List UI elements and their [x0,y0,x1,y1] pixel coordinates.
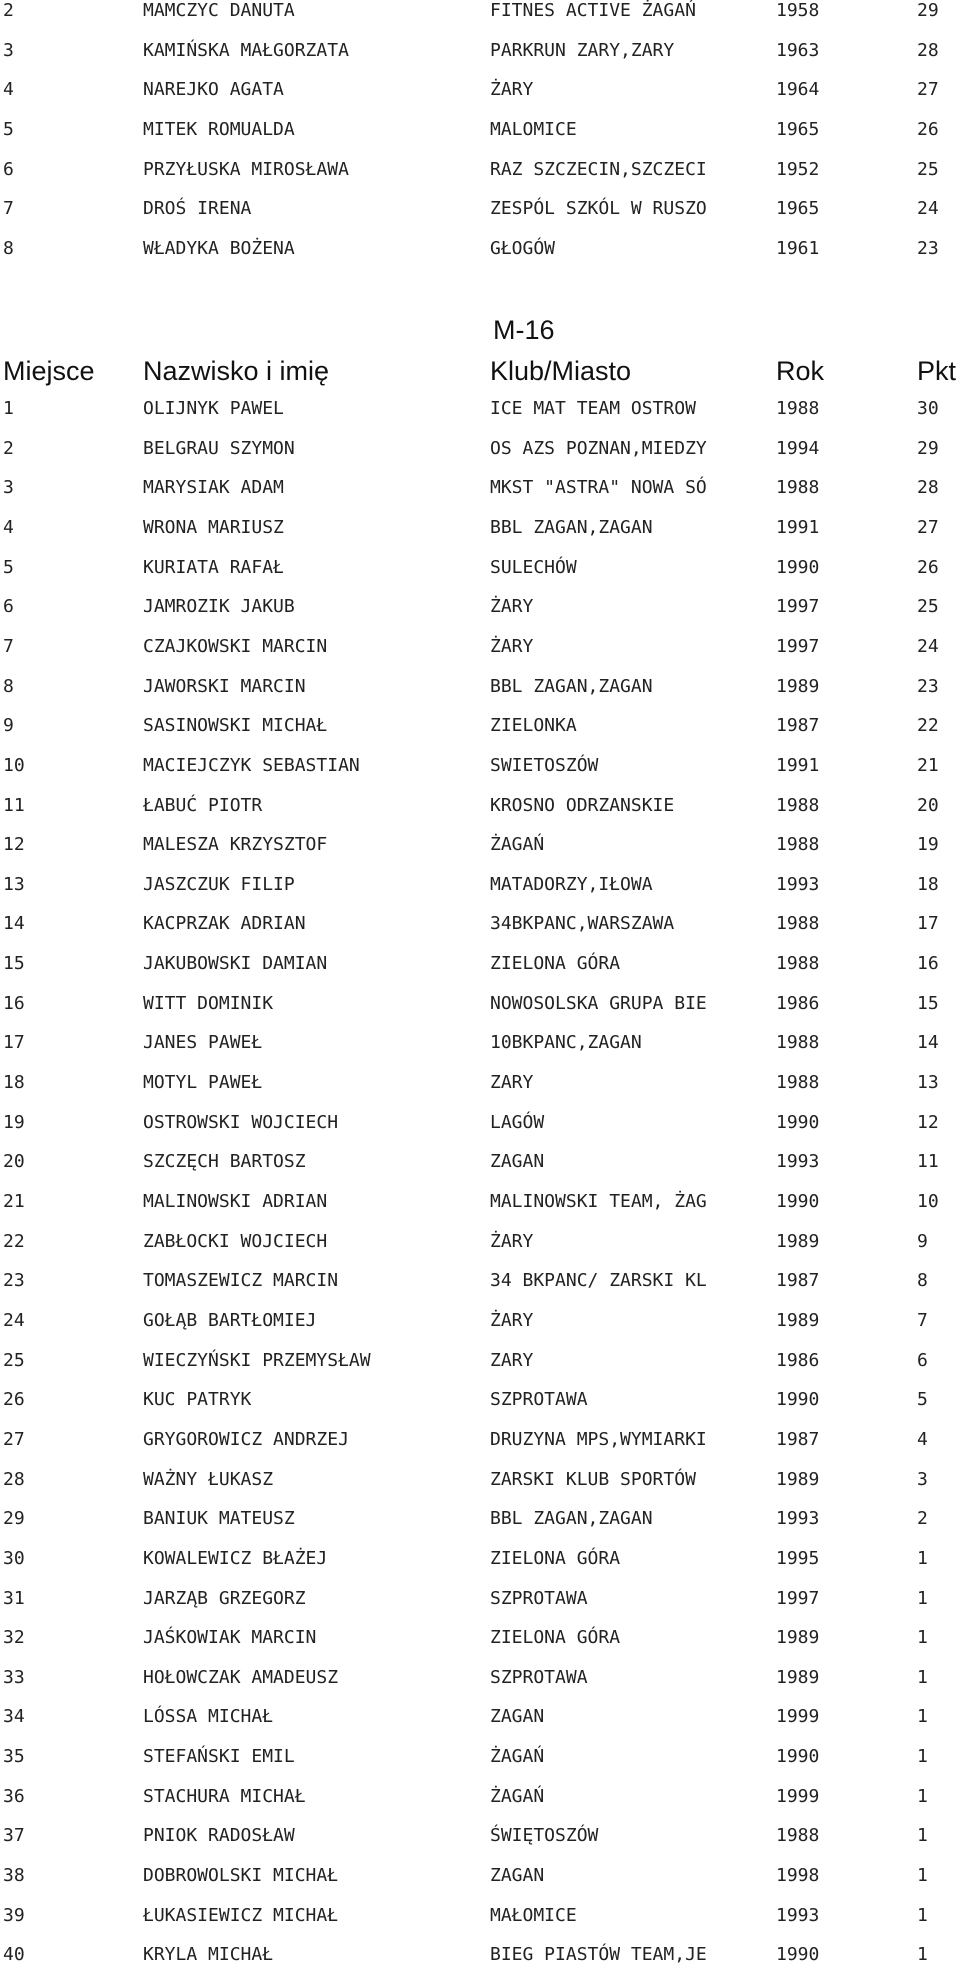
result-place: 8 [3,675,14,697]
result-points: 7 [917,1309,928,1331]
result-place: 20 [3,1151,25,1173]
result-row [0,706,960,746]
result-row [0,548,960,588]
result-row [0,110,960,150]
result-place: 28 [3,1468,25,1490]
result-points: 25 [917,596,939,618]
result-name: ZABŁOCKI WOJCIECH [143,1230,328,1252]
result-name: BANIUK MATEUSZ [143,1508,295,1530]
result-points: 21 [917,754,939,776]
result-points: 1 [917,1666,928,1688]
result-points: 10 [917,1191,939,1212]
result-points: 30 [917,398,939,419]
result-year: 1989 [776,1666,820,1688]
result-year: 1988 [776,913,820,935]
result-place: 2 [3,0,14,21]
result-name: KACPRZAK ADRIAN [143,913,306,935]
result-place: 33 [3,1666,25,1688]
result-year: 1990 [776,1191,820,1212]
result-club: MALINOWSKI TEAM, ŻAG [490,1191,707,1212]
result-points: 26 [917,118,939,140]
result-club: ZAGAN [490,1706,545,1728]
result-name: LÓSSA MICHAŁ [143,1706,274,1728]
result-name: KURIATA RAFAŁ [143,556,284,578]
result-name: MARYSIAK ADAM [143,477,284,499]
result-year: 1993 [776,873,820,895]
result-year: 1988 [776,1825,820,1847]
header-place: Miejsce [3,356,95,386]
result-club: MAŁOMICE [490,1904,577,1926]
header-name: Nazwisko i imię [143,356,330,386]
result-year: 1989 [776,1230,820,1252]
result-club: ŻARY [490,1230,534,1252]
result-points: 1 [917,1825,928,1847]
result-club: BBL ZAGAN,ZAGAN [490,1508,653,1530]
result-row [0,1261,960,1301]
result-name: KRYLA MICHAŁ [143,1944,274,1966]
header-points: Pkt [917,356,957,386]
result-name: NAREJKO AGATA [143,79,284,101]
result-year: 1965 [776,198,820,220]
result-name: WAŻNY ŁUKASZ [143,1468,274,1490]
result-place: 24 [3,1309,25,1331]
result-year: 1987 [776,1270,820,1292]
result-row [0,0,960,31]
result-place: 10 [3,754,25,776]
result-place: 35 [3,1746,25,1768]
result-year: 1986 [776,992,820,1014]
result-name: BELGRAU SZYMON [143,437,295,459]
result-name: SZCZĘCH BARTOSZ [143,1151,306,1173]
result-place: 5 [3,118,14,140]
result-points: 23 [917,237,939,259]
result-year: 1991 [776,516,820,538]
result-year: 1988 [776,794,820,816]
result-name: ŁUKASIEWICZ MICHAŁ [143,1904,339,1926]
result-name: GOŁĄB BARTŁOMIEJ [143,1309,317,1331]
result-row [0,1658,960,1698]
result-club: ŻAGAŃ [490,1746,545,1768]
result-year: 1990 [776,1389,820,1411]
result-row [0,1777,960,1817]
result-points: 1 [917,1865,928,1887]
result-place: 17 [3,1032,25,1054]
result-row [0,468,960,508]
result-name: GRYGOROWICZ ANDRZEJ [143,1428,349,1450]
result-name: PRZYŁUSKA MIROSŁAWA [143,158,349,180]
result-year: 1988 [776,834,820,856]
result-place: 18 [3,1072,25,1094]
result-name: WRONA MARIUSZ [143,516,284,538]
result-year: 1958 [776,0,820,21]
result-place: 6 [3,158,14,180]
result-year: 1993 [776,1508,820,1530]
result-points: 29 [917,437,939,459]
result-club: ZIELONA GÓRA [490,953,621,975]
result-club: 34 BKPANC/ ZARSKI KL [490,1270,707,1292]
result-name: OLIJNYK PAWEL [143,398,284,419]
result-row [0,1222,960,1262]
result-club: ŻARY [490,79,534,101]
result-row [0,70,960,110]
result-club: ŻARY [490,635,534,657]
result-place: 12 [3,834,25,856]
result-name: DROŚ IRENA [143,198,252,220]
result-club: SWIETOSZÓW [490,754,599,776]
result-row [0,1856,960,1896]
result-row [0,984,960,1024]
result-points: 11 [917,1151,939,1173]
result-name: MACIEJCZYK SEBASTIAN [143,754,360,776]
result-club: ŚWIĘTOSZÓW [490,1825,599,1847]
result-name: HOŁOWCZAK AMADEUSZ [143,1666,339,1688]
result-row [0,1341,960,1381]
result-club: ZAGAN [490,1151,545,1173]
result-place: 7 [3,198,14,220]
result-year: 1997 [776,596,820,618]
result-year: 1989 [776,1468,820,1490]
result-points: 28 [917,39,939,61]
result-row [0,189,960,229]
result-place: 34 [3,1706,25,1728]
result-name: TOMASZEWICZ MARCIN [143,1270,339,1292]
result-row [0,150,960,190]
result-points: 2 [917,1508,928,1530]
result-points: 18 [917,873,939,895]
result-name: PNIOK RADOSŁAW [143,1825,295,1847]
result-row [0,1579,960,1619]
result-name: JAWORSKI MARCIN [143,675,306,697]
result-row [0,1023,960,1063]
result-year: 1997 [776,635,820,657]
result-row [0,865,960,905]
result-row [0,1737,960,1777]
result-row [0,667,960,707]
result-club: BIEG PIASTÓW TEAM,JE [490,1944,707,1966]
result-club: GŁOGÓW [490,237,556,259]
result-row [0,229,960,269]
result-row [0,904,960,944]
result-club: ZIELONKA [490,715,577,737]
result-row [0,944,960,984]
result-name: SASINOWSKI MICHAŁ [143,715,328,737]
result-club: BBL ZAGAN,ZAGAN [490,516,653,538]
result-place: 37 [3,1825,25,1847]
result-place: 3 [3,39,14,61]
result-club: BBL ZAGAN,ZAGAN [490,675,653,697]
result-place: 3 [3,477,14,499]
result-row [0,1182,960,1222]
result-place: 36 [3,1785,25,1807]
result-year: 1965 [776,118,820,140]
result-club: ZIELONA GÓRA [490,1627,621,1649]
result-place: 23 [3,1270,25,1292]
result-points: 9 [917,1230,928,1252]
result-points: 1 [917,1587,928,1609]
result-year: 1961 [776,237,820,259]
result-year: 1999 [776,1706,820,1728]
result-points: 24 [917,198,939,220]
result-points: 23 [917,675,939,697]
result-row [0,825,960,865]
result-year: 1990 [776,1746,820,1768]
result-points: 13 [917,1072,939,1094]
result-year: 1993 [776,1904,820,1926]
result-year: 1988 [776,398,820,419]
result-year: 1986 [776,1349,820,1371]
result-club: ZAGAN [490,1865,545,1887]
result-name: MALESZA KRZYSZTOF [143,834,328,856]
result-club: SZPROTAWA [490,1587,588,1609]
result-row [0,1896,960,1936]
header-club: Klub/Miasto [490,356,632,386]
result-place: 29 [3,1508,25,1530]
result-club: SULECHÓW [490,556,577,578]
result-points: 29 [917,0,939,21]
result-name: KAMIŃSKA MAŁGORZATA [143,39,349,61]
result-points: 6 [917,1349,928,1371]
result-year: 1988 [776,1072,820,1094]
result-place: 31 [3,1587,25,1609]
result-club: FITNES ACTIVE ŻAGAŃ [490,0,696,21]
result-place: 27 [3,1428,25,1450]
result-year: 1989 [776,1309,820,1331]
result-points: 27 [917,516,939,538]
result-points: 28 [917,477,939,499]
result-name: JAKUBOWSKI DAMIAN [143,953,328,975]
results-table-header [0,351,960,391]
result-club: SZPROTAWA [490,1389,588,1411]
result-row [0,508,960,548]
result-name: CZAJKOWSKI MARCIN [143,635,328,657]
result-points: 1 [917,1785,928,1807]
result-name: JANES PAWEŁ [143,1032,263,1054]
result-place: 25 [3,1349,25,1371]
result-points: 5 [917,1389,928,1411]
result-row [0,31,960,71]
result-points: 26 [917,556,939,578]
result-name: KOWALEWICZ BŁAŻEJ [143,1547,328,1569]
result-row [0,1380,960,1420]
result-year: 1990 [776,1944,820,1966]
result-place: 15 [3,953,25,975]
result-points: 1 [917,1706,928,1728]
result-name: ŁABUĆ PIOTR [143,794,263,816]
result-year: 1990 [776,1111,820,1133]
result-name: MOTYL PAWEŁ [143,1072,263,1094]
result-name: STACHURA MICHAŁ [143,1785,306,1807]
result-place: 8 [3,237,14,259]
result-row [0,1618,960,1658]
result-row [0,1301,960,1341]
header-year: Rok [776,356,825,386]
result-year: 1989 [776,675,820,697]
result-club: ŻAGAŃ [490,834,545,856]
result-place: 4 [3,79,14,101]
result-year: 1999 [776,1785,820,1807]
result-points: 16 [917,953,939,975]
result-name: JASZCZUK FILIP [143,873,295,895]
result-row [0,1460,960,1500]
result-year: 1987 [776,1428,820,1450]
result-place: 19 [3,1111,25,1133]
result-name: JAMROZIK JAKUB [143,596,295,618]
result-club: MALOMICE [490,118,577,140]
result-points: 1 [917,1904,928,1926]
result-row [0,1420,960,1460]
result-place: 38 [3,1865,25,1887]
category-title: M-16 [493,315,555,345]
result-row [0,1697,960,1737]
result-name: STEFAŃSKI EMIL [143,1746,295,1768]
result-club: DRUZYNA MPS,WYMIARKI [490,1428,707,1450]
result-place: 4 [3,516,14,538]
result-row [0,429,960,469]
result-club: KROSNO ODRZANSKIE [490,794,675,816]
result-row [0,786,960,826]
result-club: MATADORZY,IŁOWA [490,873,653,895]
result-place: 6 [3,596,14,618]
result-year: 1994 [776,437,820,459]
result-place: 5 [3,556,14,578]
result-place: 7 [3,635,14,657]
result-points: 1 [917,1746,928,1768]
result-place: 16 [3,992,25,1014]
result-year: 1995 [776,1547,820,1569]
result-club: ZESPÓL SZKÓL W RUSZO [490,198,707,220]
result-points: 27 [917,79,939,101]
result-club: MKST "ASTRA" NOWA SÓ [490,477,707,499]
result-points: 19 [917,834,939,856]
result-name: KUC PATRYK [143,1389,252,1411]
result-year: 1988 [776,1032,820,1054]
result-year: 1997 [776,1587,820,1609]
result-year: 1987 [776,715,820,737]
result-points: 22 [917,715,939,737]
result-points: 1 [917,1944,928,1966]
result-year: 1988 [776,477,820,499]
result-place: 39 [3,1904,25,1926]
result-row [0,1063,960,1103]
result-year: 1988 [776,953,820,975]
result-name: WŁADYKA BOŻENA [143,237,295,259]
result-year: 1990 [776,556,820,578]
result-row [0,587,960,627]
result-year: 1989 [776,1627,820,1649]
result-name: MAMCZYC DANUTA [143,0,295,21]
result-place: 26 [3,1389,25,1411]
result-place: 30 [3,1547,25,1569]
result-row [0,746,960,786]
result-row [0,1935,960,1975]
result-club: ZARSKI KLUB SPORTÓW [490,1468,696,1490]
result-points: 14 [917,1032,939,1054]
result-row [0,1816,960,1856]
result-name: JARZĄB GRZEGORZ [143,1587,306,1609]
result-place: 14 [3,913,25,935]
result-row [0,1103,960,1143]
result-year: 1952 [776,158,820,180]
result-club: ŻAGAŃ [490,1785,545,1807]
result-place: 32 [3,1627,25,1649]
result-club: OS AZS POZNAN,MIEDZY [490,437,707,459]
result-club: ZARY [490,1349,534,1371]
result-club: ZIELONA GÓRA [490,1547,621,1569]
result-place: 13 [3,873,25,895]
result-row [0,389,960,429]
result-points: 17 [917,913,939,935]
result-points: 4 [917,1428,928,1450]
result-points: 1 [917,1547,928,1569]
result-points: 24 [917,635,939,657]
result-place: 40 [3,1944,25,1966]
result-club: PARKRUN ZARY,ZARY [490,39,675,61]
result-year: 1998 [776,1865,820,1887]
result-year: 1991 [776,754,820,776]
result-points: 15 [917,992,939,1014]
result-row [0,627,960,667]
result-place: 11 [3,794,25,816]
result-row [0,1142,960,1182]
result-club: ZARY [490,1072,534,1094]
result-name: JAŚKOWIAK MARCIN [143,1627,317,1649]
result-year: 1964 [776,79,820,101]
result-points: 3 [917,1468,928,1490]
result-points: 20 [917,794,939,816]
result-name: WIECZYŃSKI PRZEMYSŁAW [143,1349,371,1371]
result-name: OSTROWSKI WOJCIECH [143,1111,339,1133]
result-club: 10BKPANC,ZAGAN [490,1032,642,1054]
result-name: MALINOWSKI ADRIAN [143,1191,328,1212]
result-points: 12 [917,1111,939,1133]
result-place: 9 [3,715,14,737]
result-club: ŻARY [490,596,534,618]
result-place: 1 [3,398,14,419]
result-place: 2 [3,437,14,459]
result-club: ŻARY [490,1309,534,1331]
result-year: 1993 [776,1151,820,1173]
result-row [0,1499,960,1539]
result-row [0,1539,960,1579]
result-place: 21 [3,1191,25,1212]
result-points: 1 [917,1627,928,1649]
result-points: 25 [917,158,939,180]
result-points: 8 [917,1270,928,1292]
result-club: 34BKPANC,WARSZAWA [490,913,675,935]
result-name: DOBROWOLSKI MICHAŁ [143,1865,339,1887]
result-club: ICE MAT TEAM OSTROW [490,398,696,419]
result-name: MITEK ROMUALDA [143,118,295,140]
result-place: 22 [3,1230,25,1252]
result-year: 1963 [776,39,820,61]
result-club: RAZ SZCZECIN,SZCZECI [490,158,707,180]
result-club: SZPROTAWA [490,1666,588,1688]
result-club: NOWOSOLSKA GRUPA BIE [490,992,707,1014]
result-name: WITT DOMINIK [143,992,274,1014]
result-club: LAGÓW [490,1111,545,1133]
